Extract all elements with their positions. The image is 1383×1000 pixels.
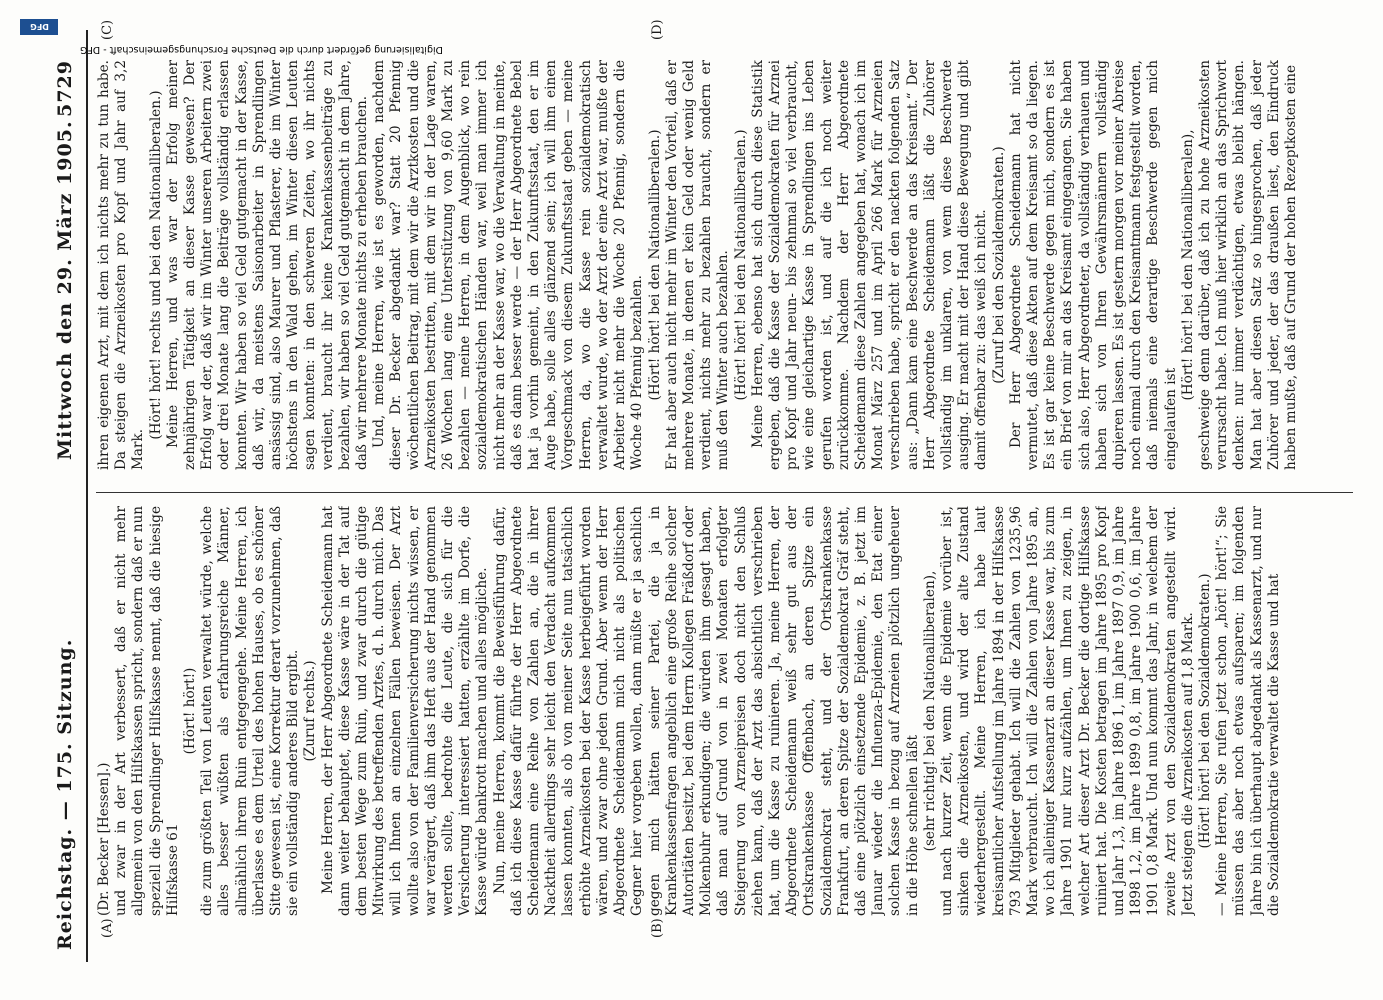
interjection: (Hört! hört! bei den Nationalliberalen.) bbox=[732, 129, 749, 401]
dfg-logo bbox=[20, 19, 58, 35]
header-rule bbox=[86, 30, 88, 962]
page-number: 5729 bbox=[54, 60, 76, 117]
paragraph: Nun, meine Herren, kommt die Beweisführung dafür, daß ich diese Kasse dafür führte der Herr Abgeordnete Scheidemann eine Reihe von Zahlen an, die in ihrer Nacktheit allerdings sehr leicht den Verdacht aufkommen lassen konnten, als ob von meiner Seite nun tatsächlich erhöhte Arzneikosten bei der Kasse herbeigeführt worden wären, und zwar ohne jeden Grund. Aber wenn der Herr Abgeordnete Scheidemann mich nicht als politischen Gegner hier vorgeben wollen, dann müßte er ja sachlich gegen mich hätten seiner Partei, die ja in Krankenkassenfragen angeblich eine große Reihe solcher Autoritäten besitzt, bei dem Herrn Kollegen Fräßdorf oder Molkenbuhr erkundigen; die würden ihm gesagt haben, daß man auf Grund von in zwei Monaten erfolgter Steigerung von Arzneipreisen doch nicht den Schluß ziehen kann, daß der Arzt das absichtlich verschrieben hat, um die Kasse zu ruinieren. Ja, meine Herren, der Abgeordnete Scheidemann weiß sehr gut aus der Ortskrankenkasse Offenbach, an deren Spitze ein Sozialdemokrat steht, und der Ortskrankenkasse Frankfurt, an deren Spitze der Sozialdemokrat Gräf steht, daß eine plötzlich einsetzende Epidemie, z. B. jetzt im Januar wieder die Influenza-Epidemie, den Etat einer solchen Kasse in bezug auf Arzneien plötzlich ungeheuer in die Höhe schnellen läßt bbox=[491, 506, 921, 916]
margin-marker-a: (A) bbox=[100, 918, 115, 938]
interjection: (Zuruf bei den Sozialdemokraten.) bbox=[990, 146, 1007, 384]
interjection: (Hört! hört!) bbox=[182, 667, 199, 755]
margin-marker-d: (D) bbox=[650, 19, 665, 40]
interjection: (Hört! hört! bei den Nationalliberalen), bbox=[1179, 129, 1196, 401]
column-divider bbox=[96, 492, 1353, 493]
paragraph: und zwar in der Art verbessert, daß er nicht mehr allgemein von den Hilfskassen spricht, sondern daß er nun speziell die Sprendlinger Hilfskasse nennt, daß die hiesige Hilfskasse 61 bbox=[113, 506, 181, 916]
interjection: (Hört! hört! rechts und bei den Nationalliberalen.) bbox=[147, 90, 164, 440]
paragraph: die zum größten Teil von Leuten verwaltet würde, welche alles besser wüßten als erfahrungsreiche Männer, allmählich ihrem Ruin entgegengehe. Meine Herren, ich überlasse es dem Urteil des hohen Hauses, ob es schöner Sitte gewesen ist, eine Korrektur derart vorzunehmen, daß sie ein vollständig anderes Bild ergibt. bbox=[199, 506, 302, 916]
interjection: (sehr richtig! bei den Nationalliberalen), bbox=[921, 570, 938, 852]
paragraph: — Meine Herren, Sie rufen jetzt schon „hört! hört!“; Sie müssen das aber noch etwas aufsparen; im folgenden Jahre bin ich überhaupt abgedankt als Kassenarzt, und nur die Sozialdemokratie verwaltet die Kasse und hat bbox=[1214, 506, 1282, 916]
header-date: Mittwoch den 29. März 1905. bbox=[54, 120, 76, 460]
header-left-title: Reichstag. — 175. Sitzung. bbox=[54, 638, 76, 950]
interjection: (Hört! hört! bei den Sozialdemokraten.) bbox=[1197, 573, 1213, 849]
right-column bbox=[96, 60, 1353, 470]
dfg-logo-text: DFG bbox=[29, 22, 49, 32]
paragraph: geschweige denn darüber, daß ich zu hohe Arzneikosten verursacht habe. Ich muß hier wirklich an das Sprichwort denken: nur immer verdächtigen, etwas bleibt hängen. Man hat aber diesen Satz so hingesprochen, daß jeder Zuhörer und jeder, der das draußen liest, den Eindruck haben mußte, daß auf Grund der hohen Rezeptkosten eine bbox=[1197, 60, 1300, 470]
paragraph: Er hat aber auch nicht mehr im Winter den Vorteil, daß er mehrere Monate, in denen er kein Geld oder wenig Geld verdient, nichts mehr zu bezahlen braucht, sondern er muß den Winter auch bezahlen. bbox=[663, 60, 732, 470]
left-column bbox=[96, 506, 1353, 916]
paragraph: und nach kurzer Zeit, wenn die Epidemie vorüber ist, sinken die Arzneikosten, und wird der alte Zustand wiederhergestellt. Meine Herren, ich habe laut kreisamtlicher Aufstellung im Jahre 1894 in der Hilfskasse 793 Mitglieder gehabt. Ich will die Zahlen von 1235,96 Mark verbraucht. Ich will die Zahlen von Jahre 1895 an, wo ich alleiniger Kassenarzt an dieser Kasse war, bis zum Jahre 1901 nur kurz aufzählen, um Ihnen zu zeigen, in welcher Art dieser Arzt Dr. Becker die dortige Hilfskasse ruiniert hat. Die Kosten betragen im Jahre 1895 pro Kopf und Jahr 1,3, im Jahre 1896 1, im Jahre 1897 0,9, im Jahre 1898 1,2, im Jahre 1899 0,8, im Jahre 1900 0,6, im Jahre 1901 0,8 Mark. Und nun kommt das Jahr, in welchem der zweite Arzt von den Sozialdemokraten angestellt wird. Jetzt steigen die Arzneikosten auf 1,8 Mark. bbox=[938, 506, 1196, 916]
interjection: (Zuruf rechts.) bbox=[302, 660, 319, 762]
digitization-credit: Digitalisierung gefördert durch die Deutsche Forschungsgemeinschaft - DFG bbox=[80, 44, 443, 55]
paragraph: Der Herr Abgeordnete Scheidemann hat nicht vermutet, daß diese Akten auf dem Kreisamt so da liegen. Es ist gar keine Beschwerde gegen mich, sondern es ist ein Brief von mir an das Kreisamt eingegangen. Sie haben sich also, Herr Abgeordneter, da vollständig verhauen und haben sich von Ihren Gewährsmännern vollständig dupieren lassen. Es ist gestern morgen vor meiner Abreise noch einmal durch den Kreisamtmann festgestellt worden, daß niemals eine derartige Beschwerde gegen mich eingelaufen ist bbox=[1007, 60, 1179, 470]
page-header bbox=[48, 30, 88, 980]
margin-marker-c: (C) bbox=[100, 19, 115, 40]
paragraph: Meine Herren, der Herr Abgeordnete Scheidemann hat dann weiter behauptet, diese Kasse wäre in der Tat auf dem besten Wege zum Ruin, und zwar durch die gütige Mitwirkung des betreffenden Arztes, d. h. durch mich. Das will ich Ihnen an einzelnen Fällen beweisen. Der Arzt wollte also von der Familienversicherung nichts wissen, er war verärgert, daß ihm das Heft aus der Hand genommen werden sollte, bedrohte die Leute, die sich für die Versicherung interessiert hatten, erzählte im Dorfe, die Kasse würde bankrott machen und alles mögliche. bbox=[319, 506, 491, 916]
paragraph: Meine Herren, ebenso hat sich durch diese Statistik ergeben, daß die Kasse der Sozialdemokraten für Arznei pro Kopf und Jahr neun- bis zehnmal so viel verbraucht, wie eine gleichartige Kasse in Sprendlingen ins Leben gerufen worden ist, und auf die ich noch weiter zurückkomme. Nachdem der Herr Abgeordnete Scheidemann diese Zahlen angegeben hat, wonach ich im Monat März 257 und im April 266 Mark für Arzneien verschrieben habe, spricht er den nackten folgenden Satz aus: „Dann kam eine Beschwerde an das Kreisamt.“ Der Herr Abgeordnete Scheidemann läßt die Zuhörer vollständig im unklaren, von wem diese Beschwerde ausging. Er macht mit der Hand diese Bewegung und gibt damit offenbar zu: das weiß ich nicht. bbox=[749, 60, 990, 470]
speaker-line: (Dr. Becker [Hessen].) bbox=[96, 762, 112, 916]
paragraph: Und, meine Herren, wie ist es geworden, nachdem dieser Dr. Becker abgedankt war? Statt 20 Pfennig wöchentlichen Beitrag, mit dem wir die Arztkosten und die Arzneikosten bestritten, mit dem wir in der Lage waren, 26 Wochen lang eine Unterstützung von 9,60 Mark zu bezahlen — meine Herren, in dem Augenblick, wo rein sozialdemokratischen Händen war, weil man immer ich nicht mehr an der Kasse war, wo die Verwaltung in meinte, daß es dann besser werde — der Herr Abgeordnete Bebel hat ja vorhin gemeint, in den Zukunftsstaat, den er im Auge habe, solle alles glänzend sein; ich will ihm einen Vorgeschmack von diesem Zukunftsstaat geben — meine Herren, da, wo die Kasse rein sozialdemokratisch verwaltet wurde, wo der Arzt der eine Arzt war, mußte der Arbeiter nicht mehr die Woche 20 Pfennig, sondern die Woche 40 Pfennig bezahlen. bbox=[371, 60, 646, 470]
paragraph: Meine Herren, und was war der Erfolg meiner zehnjährigen Tätigkeit an dieser Kasse gewesen? Der Erfolg war der, daß wir im Winter unseren Arbeitern zwei oder drei Monate lang die Beiträge vollständig erlassen konnten. Wir haben so viel Geld gutgemacht in der Kasse, daß wir, da meistens Saisonarbeiter in Sprendlingen ansässig sind, also Maurer und Pflasterer, die im Winter höchstens in den Wald gehen, im Winter diesen Leuten sagen konnten: in den schweren Zeiten, wo ihr nichts verdient, braucht ihr keine Krankenkassenbeiträge zu bezahlen, wir haben so viel Geld gutgemacht in dem Jahre, daß wir mehrere Monate nichts zu erheben brauchen. bbox=[164, 60, 371, 470]
interjection: (Hört! hört! bei den Nationalliberalen.) bbox=[646, 129, 663, 401]
paragraph: ihren eigenen Arzt, mit dem ich nichts mehr zu tun habe. Da steigen die Arzneikosten pro Kopf und Jahr auf 3,2 Mark. bbox=[96, 60, 147, 470]
margin-marker-b: (B) bbox=[650, 918, 665, 938]
